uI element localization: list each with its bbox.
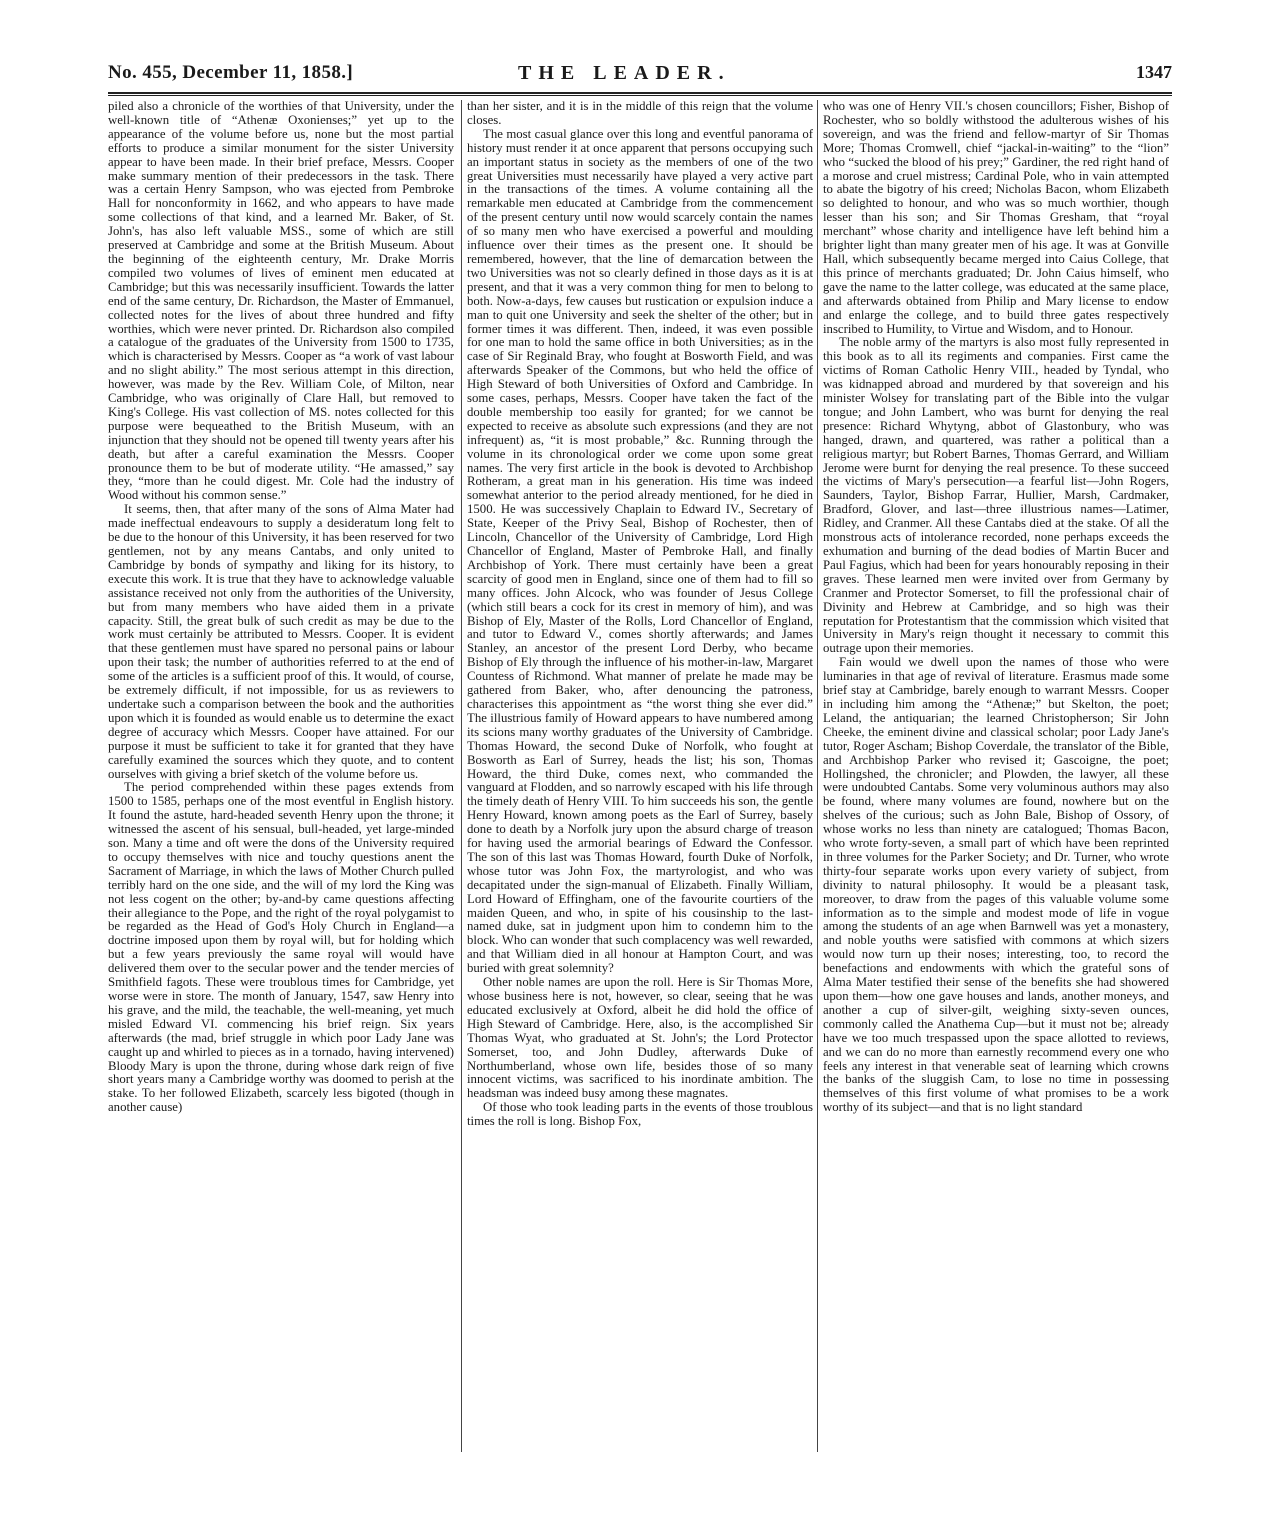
column-divider <box>817 100 818 1452</box>
column-3 <box>823 100 1169 1470</box>
column-2 <box>467 100 813 1470</box>
paragraph: The most casual glance over this long and eventful panorama of history must render it at once apparent that persons occupying such an important status in society as the members of one of the two great Universities must necessarily have played a very active part in the transactions of the times. A volume containing all the remarkable men educated at Cambridge from the commencement of the present century until now would scarcely contain the names of so many men who have exercised a powerful and moulding influence over their times as the present one. It should be remembered, however, that the line of demarcation between the two Universities was not so clearly defined in those days as it is at present, and that it was a very common thing for men to belong to both. Now-a-days, few causes but rustication or expulsion induce a man to quit one University and seek the shelter of the other; but in former times it was different. Then, indeed, it was even possible for one man to hold the same office in both Universities; as in the case of Sir Reginald Bray, who fought at Bosworth Field, and was afterwards Speaker of the Commons, but who held the office of High Steward of both Universities of Oxford and Cambridge. In some cases, perhaps, Messrs. Cooper have taken the fact of the double membership too easily for granted; for we cannot be expected to receive as absolute such expressions (and they are not infrequent) as, “it is most probable,” &c. Running through the volume in its chronological order we come upon some great names. The very first article in the book is devoted to Archbishop Rotheram, a great man in his generation. His time was indeed somewhat anterior to the period already mentioned, for he died in 1500. He was successively Chaplain to Edward IV., Secretary of State, Keeper of the Privy Seal, Bishop of Rochester, then of Lincoln, Chancellor of the University of Cambridge, Lord High Chancellor of England, Master of Pembroke Hall, and finally Archbishop of York. There must certainly have been a great scarcity of good men in England, since one of them had to fill so many offices. John Alcock, who was founder of Jesus College (which still bears a cock for its crest in memory of him), and was Bishop of Ely, Master of the Rolls, Lord Chancellor of England, and tutor to Edward V., comes shortly afterwards; and James Stanley, an ancestor of the present Lord Derby, who became Bishop of Ely through the influence of his mother-in-law, Margaret Countess of Richmond. What manner of prelate he made may be gathered from Baker, who, after denouncing the patroness, characterises this appointment as “the worst thing she ever did.” The illustrious family of Howard appears to have numbered among its scions many worthy graduates of the University of Cambridge. Thomas Howard, the second Duke of Norfolk, who fought at Bosworth as Earl of Surrey, heads the list; his son, Thomas Howard, the third Duke, comes next, who commanded the vanguard at Flodden, and so narrowly escaped with his life through the timely death of Henry VIII. To him succeeds his son, the gentle Henry Howard, known among poets as the Earl of Surrey, basely done to death by a Norfolk jury upon the absurd charge of treason for having used the armorial bearings of Edward the Confessor. The son of this last was Thomas Howard, fourth Duke of Norfolk, whose tutor was John Fox, the martyrologist, and who was decapitated under the sign-manual of Elizabeth. Finally William, Lord Howard of Effingham, one of the favourite courtiers of the maiden Queen, and who, in spite of his cousinship to the last-named duke, sat in judgment upon him to condemn him to the block. Who can wonder that such complacency was well rewarded, and that William died in all honour at Hampton Court, and was buried with great solemnity? <box>467 126 813 976</box>
page-number: 1347 <box>1136 62 1172 82</box>
issue-date: No. 455, December 11, 1858.] <box>108 62 354 83</box>
paragraph: It seems, then, that after many of the sons of Alma Mater had made ineffectual endeavours to supply a desideratum long felt to be due to the honour of this University, it has been reserved for two gentlemen, not by any means Cantabs, and only united to Cambridge by bonds of sympathy and liking for its history, to execute this work. It is true that they have to acknowledge valuable assistance received not only from the authorities of the University, but from many members who have aided them in a private capacity. Still, the great bulk of such credit as may be due to the work must certainly be attributed to Messrs. Cooper. It is evident that these gentlemen must have spared no personal pains or labour upon their task; the number of authorities referred to at the end of some of the articles is a sufficient proof of this. It would, of course, be extremely difficult, if not impossible, for us as reviewers to undertake such a comparison between the book and the authorities upon which it is founded as would enable us to determine the exact degree of accuracy which Messrs. Cooper have attained. For our purpose it must be sufficient to take it for granted that they have carefully examined the sources which they quote, and to content ourselves with giving a brief sketch of the volume before us. <box>108 502 454 781</box>
paragraph: The period comprehended within these pages extends from 1500 to 1585, perhaps one of the most eventful in English history. It found the astute, hard-headed seventh Henry upon the throne; it witnessed the ascent of his sensual, bull-headed, yet large-minded son. Many a time and oft were the dons of the University required to occupy themselves with nice and touchy questions anent the Sacrament of Marriage, in which the laws of Mother Church pulled terribly hard on the one side, and the will of my lord the King was not less cogent on the other; by-and-by came questions affecting their allegiance to the Pope, and the right of the royal polygamist to be regarded as the Head of God's Holy Church in England—a doctrine imposed upon them by royal will, but for holding which but a few years previously the same royal will would have delivered them over to the secular power and the tender mercies of Smithfield fagots. These were troublous times for Cambridge, yet worse were in store. The month of January, 1547, saw Henry into his grave, and the mild, the teachable, the well-meaning, yet much misled Edward VI. commencing his brief reign. Six years afterwards (the mad, brief struggle in which poor Lady Jane was caught up and whirled to pieces as in a tornado, having intervened) Bloody Mary is upon the throne, during whose dark reign of five short years many a Cambridge worthy was doomed to perish at the stake. To her followed Elizabeth, scarcely less bigoted (though in another cause) <box>108 780 454 1115</box>
paragraph: than her sister, and it is in the middle of this reign that the volume closes. <box>467 100 813 127</box>
paragraph: The noble army of the martyrs is also most fully represented in this book as to all its regiments and companies. First came the victims of Roman Catholic Henry VIII., headed by Tyndal, who was kidnapped abroad and murdered by that sovereign and his minister Wolsey for translating part of the Bible into the vulgar tongue; and John Lambert, who was burnt for denying the real presence: Richard Whytyng, abbot of Glastonbury, who was hanged, drawn, and quartered, was rather a political than a religious martyr; but Robert Barnes, Thomas Gerrard, and William Jerome were burnt for denying the real presence. To these succeed the victims of Mary's persecution—a fearful list—John Rogers, Saunders, Taylor, Bishop Farrar, Hullier, Marsh, Cardmaker, Bradford, Glover, and last—three illustrious names—Latimer, Ridley, and Cranmer. All these Cantabs died at the stake. Of all the monstrous acts of intolerance recorded, none perhaps exceeds the exhumation and burning of the dead bodies of Martin Bucer and Paul Fagius, which had been for years honourably reposing in their graves. These learned men were invited over from Germany by Cranmer and Protector Somerset, to fill the professional chair of Divinity and Hebrew at Cambridge, and so high was their reputation for Protestantism that the commission which visited that University in Mary's reign thought it necessary to commit this outrage upon their memories. <box>823 335 1169 656</box>
header-rule-thin <box>108 95 1172 96</box>
paragraph: piled also a chronicle of the worthies of that University, under the well-known title of “Athenæ Oxonienses;” yet up to the appearance of the volume before us, none but the most partial efforts to produce a similar monument for the sister University appear to have been made. In their brief preface, Messrs. Cooper make summary mention of their predecessors in the task. There was a certain Henry Sampson, who was ejected from Pembroke Hall for nonconformity in 1662, and who appears to have made some collections of that kind, and a learned Mr. Baker, of St. John's, has also left valuable MSS., some of which are still preserved at Cambridge and some at the British Museum. About the beginning of the eighteenth century, Mr. Drake Morris compiled two volumes of lives of eminent men educated at Cambridge; but this was necessarily insufficient. Towards the latter end of the same century, Dr. Richardson, the Master of Emmanuel, collected notes for the lives of about three hundred and fifty worthies, which were never printed. Dr. Richardson also compiled a catalogue of the graduates of the University from 1500 to 1735, which is characterised by Messrs. Cooper as “a work of vast labour and no slight ability.” The most serious attempt in this direction, however, was made by the Rev. William Cole, of Milton, near Cambridge, who was originally of Clare Hall, but removed to King's College. His vast collection of MS. notes collected for this purpose were bequeathed to the British Museum, with an injunction that they should not be opened till twenty years after his death, but after a careful examination the Messrs. Cooper pronounce them to be but of moderate utility. “He amassed,” say they, “more than he could digest. Mr. Cole had the industry of Wood without his common sense.” <box>108 100 454 503</box>
page-header <box>108 60 1172 90</box>
paragraph: Other noble names are upon the roll. Here is Sir Thomas More, whose business here is not, however, so clear, seeing that he was educated exclusively at Oxford, albeit he did hold the office of High Steward of Cambridge. Here, also, is the accomplished Sir Thomas Wyat, who graduated at St. John's; the Lord Protector Somerset, too, and John Dudley, afterwards Duke of Northumberland, whose own life, besides those of so many innocent victims, was sacrificed to his inordinate ambition. The headsman was indeed busy among these magnates. <box>467 975 813 1101</box>
header-rule <box>108 92 1172 94</box>
column-1 <box>108 100 454 1470</box>
column-divider <box>461 100 462 1452</box>
paragraph: who was one of Henry VII.'s chosen councillors; Fisher, Bishop of Rochester, who so boldly withstood the adulterous wishes of his sovereign, and was the friend and fellow-martyr of Sir Thomas More; Thomas Cromwell, chief “jackal-in-waiting” to the “lion” who “sucked the blood of his prey;” Gardiner, the red right hand of a morose and cruel mistress; Cardinal Pole, who in vain attempted to abate the bigotry of his creed; Nicholas Bacon, whom Elizabeth so delighted to honour, and who was so much worthier, though lesser than his son; and Sir Thomas Gresham, that “royal merchant” whose charity and intelligence have left behind him a brighter light than many greater men of his age. It was at Gonville Hall, which subsequently became merged into Caius College, that this prince of merchants graduated; Dr. John Caius himself, who gave the name to the latter college, was educated at the same place, and afterwards obtained from Philip and Mary license to endow and enlarge the college, and to build three gates respectively inscribed to Humility, to Virtue and Wisdom, and to Honour. <box>823 100 1169 336</box>
masthead-title: THE LEADER. <box>518 62 731 84</box>
paragraph: Fain would we dwell upon the names of those who were luminaries in that age of revival of literature. Erasmus made some brief stay at Cambridge, barely enough to warrant Messrs. Cooper in including him among the “Athenæ;” but Skelton, the poet; Leland, the antiquarian; the learned Christopherson; Sir John Cheeke, the eminent divine and classical scholar; poor Lady Jane's tutor, Roger Ascham; Bishop Coverdale, the translator of the Bible, and Archbishop Parker who revised it; Gascoigne, the poet; Hollingshed, the chronicler; and Plowden, the lawyer, all these were undoubted Cantabs. Some very voluminous authors may also be found, where many volumes are found, nowhere but on the shelves of the curious; such as John Bale, Bishop of Ossory, of whose works no less than ninety are catalogued; Thomas Bacon, who wrote forty-seven, a small part of which have been reprinted in three volumes for the Parker Society; and Dr. Turner, who wrote thirty-four separate works upon every variety of subject, from divinity to natural philosophy. It would be a pleasant task, moreover, to draw from the pages of this valuable volume some information as to the simple and modest mode of life in vogue among the students of an age when Barnwell was yet a monastery, and noble youths were satisfied with commons at which sizers would now turn up their noses; interesting, too, to record the benefactions and endowments with which the grateful sons of Alma Mater testified their sense of the benefits she had showered upon them—how one gave houses and lands, another moneys, and another a cup of silver-gilt, weighing sixty-seven ounces, commonly called the Anathema Cup—but it must not be; already have we too much trespassed upon the space allotted to reviews, and we can do no more than earnestly recommend every one who feels any interest in that venerable seat of learning which crowns the banks of the sluggish Cam, to lose no time in possessing themselves of this first volume of what promises to be a work worthy of its subject—and that is no light standard <box>823 655 1169 1115</box>
paragraph: Of those who took leading parts in the events of those troublous times the roll is long. Bishop Fox, <box>467 1100 813 1129</box>
